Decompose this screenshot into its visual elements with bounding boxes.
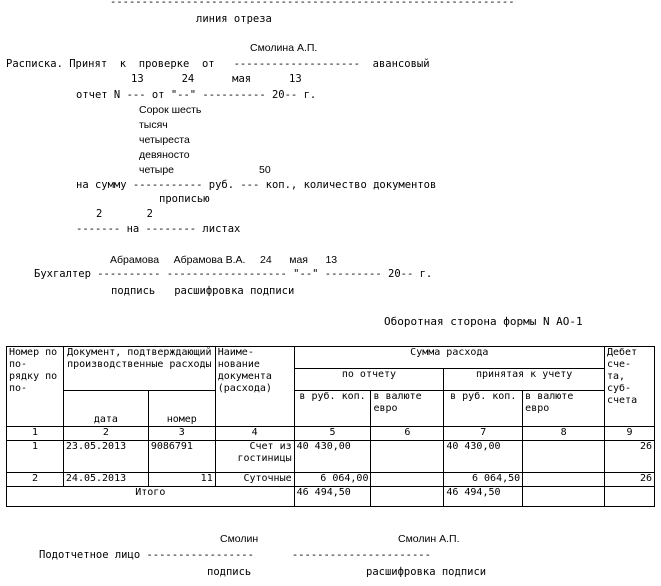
header-rub: в руб. коп. <box>294 391 371 427</box>
row-2-number: 11 <box>148 473 215 487</box>
row-1-rub-accepted: 40 430,00 <box>444 441 523 473</box>
row-1-rub: 40 430,00 <box>294 441 371 473</box>
col-number-4: 4 <box>215 427 294 441</box>
col-number-1: 1 <box>7 427 64 441</box>
propisyu-caption: прописью <box>159 193 210 205</box>
receipt-line-2: отчет N --- от "--" ---------- 20-- г. <box>76 89 317 101</box>
cut-line-dashes: ---------------------------------------------------------------- <box>110 0 515 8</box>
header-debit: Дебет сче- та, суб- счета <box>605 347 655 427</box>
header-euro-accepted: в валюте евро <box>523 391 605 427</box>
sum-words-3: четыреста <box>139 134 190 146</box>
receipt-handwritten-numbers-1: 13 24 мая 13 <box>131 73 302 85</box>
accountant-captions: подпись расшифровка подписи <box>111 285 295 297</box>
header-document: Документ, подтверждающий производственные расходы <box>63 347 215 391</box>
receipt-line-4: ------- на -------- листах <box>76 223 241 235</box>
signoff-handwritten-sign: Смолин <box>220 533 259 545</box>
col-number-7: 7 <box>444 427 523 441</box>
row-2-euro-accepted <box>523 473 605 487</box>
header-euro: в валюте евро <box>371 391 444 427</box>
row-1-n: 1 <box>7 441 64 473</box>
sum-words-4: девяносто <box>139 149 190 161</box>
col-number-2: 2 <box>63 427 148 441</box>
signoff-caption-name: расшифровка подписи <box>366 566 487 578</box>
sum-words-1: Сорок шесть <box>139 104 202 116</box>
row-2-debit: 26 <box>605 473 655 487</box>
kop-value: 50 <box>259 164 271 176</box>
col-number-6: 6 <box>371 427 444 441</box>
expense-table <box>6 346 655 507</box>
total-debit <box>605 487 655 507</box>
row-1-euro <box>371 441 444 473</box>
row-2-euro <box>371 473 444 487</box>
row-2-n: 2 <box>7 473 64 487</box>
total-euro <box>371 487 444 507</box>
cut-line-label: линия отреза <box>196 13 272 25</box>
col-number-8: 8 <box>523 427 605 441</box>
receipt-handwritten-numbers-2: 2 2 <box>96 208 153 220</box>
col-number-9: 9 <box>605 427 655 441</box>
row-2-name: Суточные <box>215 473 294 487</box>
col-number-5: 5 <box>294 427 371 441</box>
accountant-handwritten: Абрамова Абрамова В.А. 24 мая 13 <box>110 254 338 266</box>
total-rub: 46 494,50 <box>294 487 371 507</box>
accountant-line: Бухгалтер ---------- ------------------- "--" --------- 20-- г. <box>34 268 433 280</box>
table-row <box>7 473 655 487</box>
sum-words-5: четыре <box>139 164 174 176</box>
header-rub-accepted: в руб. коп. <box>444 391 523 427</box>
header-by-report: по отчету <box>294 369 444 391</box>
total-euro-accepted <box>523 487 605 507</box>
reverse-side-title: Оборотная сторона формы N АО-1 <box>384 315 583 328</box>
row-2-rub: 6 064,00 <box>294 473 371 487</box>
total-label: Итого <box>7 487 295 507</box>
signoff-handwritten-name: Смолин А.П. <box>398 533 460 545</box>
receipt-handwritten-name: Смолина А.П. <box>250 42 318 54</box>
row-2-date: 24.05.2013 <box>63 473 148 487</box>
row-1-name: Счет из гостиницы <box>215 441 294 473</box>
row-2-rub-accepted: 6 064,50 <box>444 473 523 487</box>
table-row <box>7 441 655 473</box>
receipt-line-1: Расписка. Принят к проверке от -------------------- авансовый <box>6 58 430 70</box>
header-date: дата <box>63 391 148 427</box>
total-row <box>7 487 655 507</box>
row-1-debit: 26 <box>605 441 655 473</box>
header-doc-number: номер <box>148 391 215 427</box>
header-number: Номер по по- рядку по по- <box>7 347 64 427</box>
header-sum: Сумма расхода <box>294 347 604 369</box>
signoff-caption-sign: подпись <box>207 566 252 578</box>
sum-words-2: тысяч <box>139 119 168 131</box>
row-1-euro-accepted <box>523 441 605 473</box>
header-doc-name: Наиме- нование документа (расхода) <box>215 347 294 427</box>
header-accepted: принятая к учету <box>444 369 605 391</box>
signoff-line: Подотчетное лицо ----------------- ---------------------- <box>39 549 431 561</box>
total-rub-accepted: 46 494,50 <box>444 487 523 507</box>
row-1-number: 9086791 <box>148 441 215 473</box>
receipt-line-3: на сумму ----------- руб. --- коп., количество документов <box>76 179 437 191</box>
col-number-3: 3 <box>148 427 215 441</box>
row-1-date: 23.05.2013 <box>63 441 148 473</box>
